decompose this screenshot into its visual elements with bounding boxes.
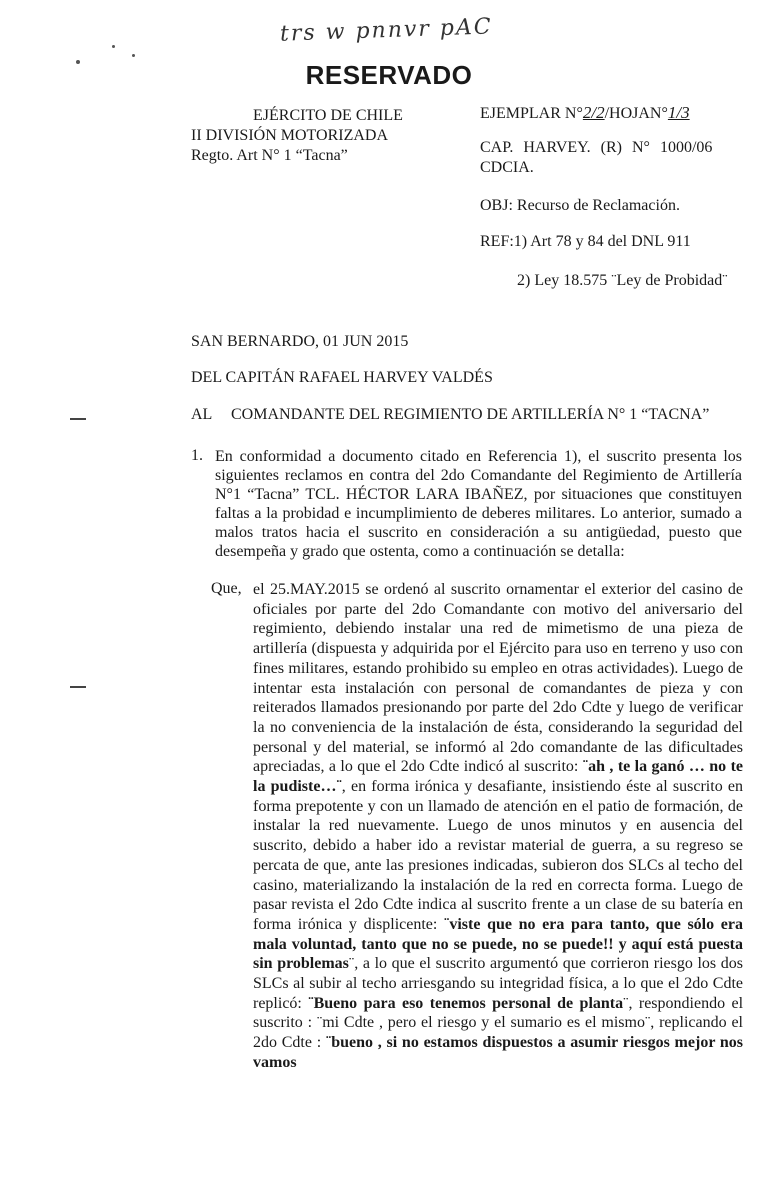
- hoja-number: 1/3: [667, 103, 690, 122]
- unit-line: Regto. Art N° 1 “Tacna”: [191, 147, 348, 164]
- cdcia: CDCIA.: [480, 159, 534, 176]
- paragraph-number: 1.: [191, 447, 203, 464]
- que-text-1: el 25.MAY.2015 se ordenó al suscrito ornamentar el exterior del casino de oficiales por parte del 2do Comandante con motivo del aniversario del regimiento, debiendo instalar una red de mimetismo de una pieza de artillería (dispuesta y adquirida por el Ejército para uso en terreno y uso con fines militares, estando prohibido su empleo en otras actividades). Luego de intentar esta instalación con personal de comandantes de pieza y con reiterados llamados presionando por parte del 2do Cdte y luego de verificar la no conveniencia de la instalación de ésta, considerando la seguridad del personal y del material, se informó al 2do comandante de las dificultades apreciadas, a lo que el 2do Cdte indicó al suscrito:: [253, 581, 743, 776]
- scan-speck: [132, 54, 135, 57]
- cap-reference: CAP. HARVEY. (R) N° 1000/06: [480, 139, 713, 156]
- document-reference: [480, 138, 712, 178]
- quote-bold-3: ¨Bueno para eso tenemos personal de planta: [308, 994, 624, 1012]
- que-paragraph: [253, 580, 743, 1073]
- from-line: DEL CAPITÁN RAFAEL HARVEY VALDÉS: [191, 369, 493, 386]
- to-label: AL: [191, 406, 213, 423]
- hoja-label: /HOJAN°: [604, 105, 668, 122]
- unit-line: EJÉRCITO DE CHILE: [253, 107, 403, 124]
- date-line: SAN BERNARDO, 01 JUN 2015: [191, 333, 409, 350]
- to-recipient: COMANDANTE DEL REGIMIENTO DE ARTILLERÍA N° 1 “TACNA”: [231, 406, 710, 423]
- quote-bold-2: ¨viste que no era para tanto, que sólo era mala voluntad, tanto que no se puede, no se puede!! y aquí está puesta sin problemas: [253, 915, 743, 973]
- ejemplar-number: 2/2: [582, 103, 605, 122]
- classification-title: RESERVADO: [305, 60, 473, 90]
- quote-bold-1: ¨ah , te la ganó … no te la pudiste…¨: [253, 758, 744, 796]
- unit-line: II DIVISIÓN MOTORIZADA: [191, 127, 389, 144]
- scan-speck: [112, 45, 115, 48]
- subject-line: OBJ: Recurso de Reclamación.: [480, 197, 680, 214]
- margin-mark: [70, 686, 86, 688]
- paragraph-1: En conformidad a documento citado en Referencia 1), el suscrito presenta los siguientes reclamos en contra del 2do Comandante del Regimiento de Artillería N°1 “Tacna” TCL. HÉCTOR LARA IBAÑEZ, por situaciones que constituyen faltas a la probidad e incumplimiento de deberes militares. Lo anterior, sumado a malos tratos hacia el suscrito en consideración a su antigüedad, puesto que desempeña y grado que ostenta, como a continuación se detalla:: [215, 448, 742, 560]
- que-text-2: , en forma irónica y desafiante, insistiendo éste al suscrito en forma prepotente y con un llamado de atención en el patio de formación, de instalar la red nuevamente. Luego de unos minutos y en ausencia del suscrito, debido a haber ido a revistar material de guerra, a su regreso se percata de que, ante las presiones indicadas, subieron dos SLCs al techo del casino, materializando la instalación de la red en correcta forma. Luego de pasar revista el 2do Cdte indica al suscrito frente a un clase de su batería en forma irónica y displicente:: [253, 778, 743, 933]
- que-text-3: ¨, a lo que el suscrito argumentó que corrieron riesgo los dos SLCs al subir al techo arriesgando su integridad física, a lo que el 2do Cdte replicó:: [253, 955, 744, 1012]
- que-label: Que,: [211, 580, 242, 597]
- copy-number: [480, 103, 690, 123]
- handwritten-header: trs w pnnvr pAC: [279, 14, 494, 47]
- ejemplar-label: EJEMPLAR N°: [480, 105, 583, 122]
- quote-bold-4: ¨bueno , si no estamos dispuestos a asumir riesgos mejor nos vamos: [253, 1034, 743, 1071]
- que-text-4: ¨, respondiendo el suscrito : ¨mi Cdte , pero el riesgo y el sumario es el mismo¨, replicando el 2do Cdte :: [253, 994, 744, 1052]
- ref-line-1: REF:1) Art 78 y 84 del DNL 911: [480, 233, 691, 250]
- issuing-unit: [191, 106, 403, 166]
- margin-mark: [70, 418, 86, 420]
- ref-line-2: 2) Ley 18.575 ¨Ley de Probidad¨: [517, 272, 728, 289]
